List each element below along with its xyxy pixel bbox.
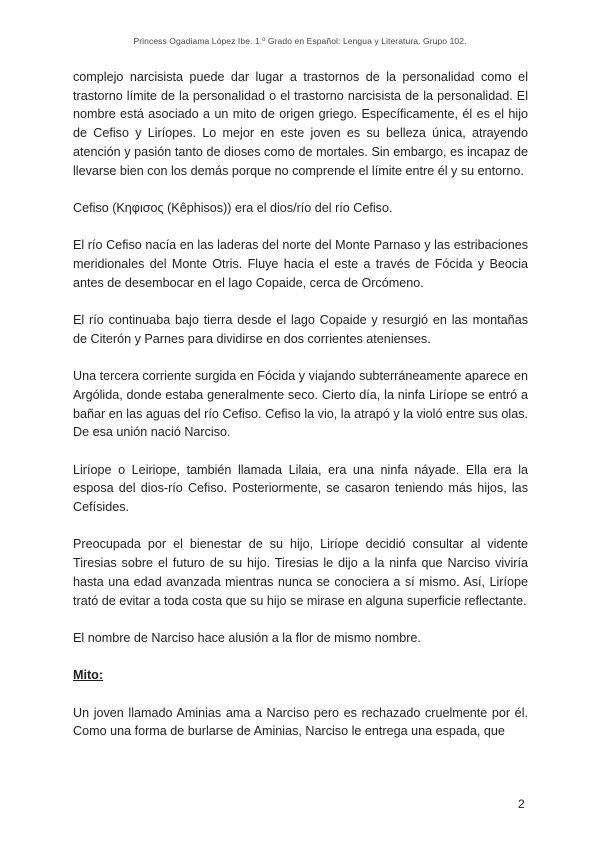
paragraph-third-stream: Una tercera corriente surgida en Fócida y viajando subterráneamente aparece en Argólida, donde estaba generalmente seco. Cierto día, la ninfa Liríope se entró a bañar en las aguas del río Cefiso. Cefiso la vio, la atrapó y la violó entre sus olas. De esa unión nació Narciso. bbox=[73, 369, 528, 440]
paragraph-cefiso-definition: Cefiso (Κηφισος (Kêphisos)) era el dios/río del río Cefiso. bbox=[73, 200, 393, 215]
paragraph-underground-river: El río continuaba bajo tierra desde el lago Copaide y resurgió en las montañas de Citerón y Parnes para dividirse en dos corrientes atenienses. bbox=[73, 313, 528, 346]
paragraph-tiresias: Preocupada por el bienestar de su hijo, Liríope decidió consultar al vidente Tiresias sobre el futuro de su hijo. Tiresias le dijo a la ninfa que Narciso viviría hasta una edad avanzada mientras nunca se conociera a sí mismo. Así, Liríope trató de evitar a toda costa que su hijo se mirase en alguna superficie reflectante. bbox=[73, 537, 528, 608]
page-header: Princess Ogadiama López Ibe. 1.º Grado en Español: Lengua y Literatura. Grupo 102. bbox=[133, 36, 467, 46]
section-heading-mito: Mito: bbox=[73, 668, 104, 683]
paragraph-liriope: Liríope o Leiriope, también llamada Lilaia, era una ninfa náyade. Ella era la esposa del dios-río Cefiso. Posteriormente, se casaron teniendo más hijos, las Cefísides. bbox=[73, 462, 528, 515]
page-number: 2 bbox=[518, 797, 525, 811]
paragraph-aminias: Un joven llamado Aminias ama a Narciso pero es rechazado cruelmente por él. Como una forma de burlarse de Aminias, Narciso le entrega una espada, que bbox=[73, 705, 528, 739]
paragraph-narcissism: complejo narcisista puede dar lugar a trastornos de la personalidad como el trastorno límite de la personalidad o el trastorno narcisista de la personalidad. El nombre está asociado a un mito de origen griego. Específicamente, él es el hijo de Cefiso y Liríopes. Lo mejor en este joven es su belleza única, atrayendo atención y pasión tanto de dioses como de mortales. Sin embargo, es incapaz de llevarse bien con los demás porque no comprende el límite entre él y su entorno. bbox=[73, 70, 528, 178]
paragraph-name-origin: El nombre de Narciso hace alusión a la flor de mismo nombre. bbox=[73, 630, 421, 645]
paragraph-cefiso-river: El río Cefiso nacía en las laderas del norte del Monte Parnaso y las estribaciones meridionales del Monte Otris. Fluye hacia el este a través de Fócida y Beocia antes de desembocar en el lago Copaide, cerca de Orcómeno. bbox=[73, 238, 528, 290]
document-body bbox=[73, 68, 528, 760]
